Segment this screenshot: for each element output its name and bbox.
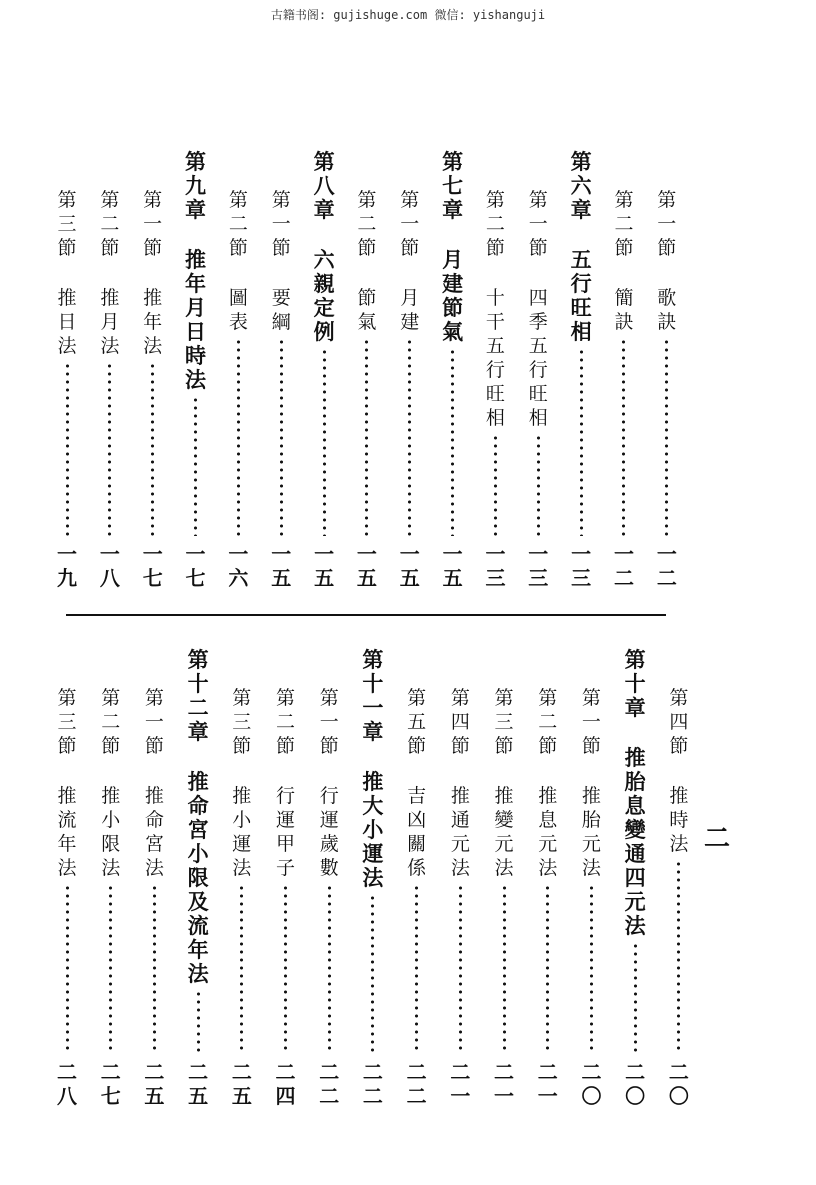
dot-leader	[284, 884, 287, 1054]
entry-heading: 第 一 節	[581, 687, 601, 757]
toc-section-entry[interactable]	[314, 648, 344, 1108]
dot-leader	[194, 396, 197, 536]
toc-section-entry[interactable]	[52, 648, 82, 1108]
page-number: 一 三	[571, 542, 592, 590]
toc-upper-half	[52, 150, 682, 590]
dot-leader	[371, 894, 374, 1054]
entry-heading: 第 一 節	[657, 189, 677, 259]
dot-leader	[451, 348, 454, 536]
toc-section-entry[interactable]	[96, 648, 126, 1108]
page-number: 二 二	[362, 1060, 383, 1108]
dot-leader	[590, 884, 593, 1054]
page-number: 二 一	[537, 1060, 558, 1108]
toc-section-entry[interactable]	[266, 150, 296, 590]
toc-chapter-entry[interactable]	[566, 150, 596, 590]
entry-heading: 第 二 節	[228, 189, 248, 259]
entry-heading: 第 一 節	[271, 189, 291, 259]
page-number: 一 七	[142, 542, 163, 590]
dot-leader	[665, 338, 668, 536]
dot-leader	[328, 884, 331, 1054]
entry-title: 推 通 元 法	[450, 785, 470, 879]
dot-leader	[151, 362, 154, 536]
entry-heading: 第 二 節	[100, 189, 120, 259]
entry-title: 月 建 節 氣	[442, 247, 464, 344]
page-number: 一 三	[528, 542, 549, 590]
entry-title: 推 時 法	[669, 785, 689, 855]
page-number: 二 〇	[581, 1060, 602, 1108]
dot-leader	[546, 884, 549, 1054]
page-number: 一 七	[185, 542, 206, 590]
entry-title: 節 氣	[357, 287, 377, 333]
page-number: 二 五	[144, 1060, 165, 1108]
dot-leader	[622, 338, 625, 536]
entry-title: 推 月 法	[100, 287, 120, 357]
entry-heading: 第 二 節	[614, 189, 634, 259]
entry-heading: 第 四 節	[450, 687, 470, 757]
page-number: 二 〇	[625, 1060, 646, 1108]
page-number: 一 五	[271, 542, 292, 590]
entry-title: 推 胎 息 變 通 四 元 法	[624, 745, 646, 938]
page-number: 一 六	[228, 542, 249, 590]
page-number: 二 二	[406, 1060, 427, 1108]
page-number: 二 八	[57, 1060, 77, 1108]
page-number: 一 九	[57, 542, 77, 590]
entry-title: 月 建	[400, 287, 420, 333]
toc-section-entry[interactable]	[480, 150, 510, 590]
page-number: 一 二	[613, 542, 634, 590]
page-number: 一 二	[656, 542, 677, 590]
entry-heading: 第 十 章	[624, 647, 646, 720]
dot-leader	[537, 434, 540, 536]
entry-title: 推 日 法	[57, 287, 77, 357]
entry-heading: 第 五 節	[407, 687, 427, 757]
entry-heading: 第 二 節	[538, 687, 558, 757]
dot-leader	[408, 338, 411, 536]
toc-section-entry[interactable]	[395, 150, 425, 590]
divider-line	[66, 614, 666, 616]
entry-heading: 第 三 節	[232, 687, 252, 757]
entry-heading: 第 十 一 章	[362, 647, 384, 744]
entry-title: 推 小 運 法	[232, 785, 252, 879]
page-number: 一 五	[314, 542, 335, 590]
entry-heading: 第 六 章	[570, 149, 592, 222]
page-number: 二 四	[275, 1060, 296, 1108]
toc-section-entry[interactable]	[533, 648, 563, 1108]
toc-section-entry[interactable]	[227, 648, 257, 1108]
entry-title: 四 季 五 行 旺 相	[528, 287, 548, 429]
toc-chapter-entry[interactable]	[438, 150, 468, 590]
page-folio: 二	[703, 824, 730, 854]
entry-heading: 第 四 節	[669, 687, 689, 757]
entry-title: 行 運 甲 子	[276, 785, 296, 879]
entry-heading: 第 二 節	[101, 687, 121, 757]
page-number: 二 一	[450, 1060, 471, 1108]
toc-section-entry[interactable]	[223, 150, 253, 590]
toc-chapter-entry[interactable]	[183, 648, 213, 1108]
entry-heading: 第 二 節	[276, 687, 296, 757]
toc-chapter-entry[interactable]	[620, 648, 650, 1108]
toc-section-entry[interactable]	[576, 648, 606, 1108]
entry-title: 推 年 法	[143, 287, 163, 357]
toc-chapter-entry[interactable]	[358, 648, 388, 1108]
dot-leader	[66, 884, 69, 1054]
page-number: 一 五	[399, 542, 420, 590]
dot-leader	[494, 434, 497, 536]
toc-section-entry[interactable]	[352, 150, 382, 590]
entry-heading: 第 九 章	[185, 149, 207, 222]
dot-leader	[580, 348, 583, 536]
entry-heading: 第 一 節	[528, 189, 548, 259]
toc-section-entry[interactable]	[271, 648, 301, 1108]
toc-section-entry[interactable]	[52, 150, 82, 590]
toc-chapter-entry[interactable]	[309, 150, 339, 590]
entry-title: 要 綱	[271, 287, 291, 333]
toc-section-entry[interactable]	[138, 150, 168, 590]
entry-title: 推 大 小 運 法	[362, 769, 384, 890]
dot-leader	[109, 884, 112, 1054]
toc-section-entry[interactable]	[445, 648, 475, 1108]
dot-leader	[280, 338, 283, 536]
entry-title: 推 胎 元 法	[581, 785, 601, 879]
entry-heading: 第 三 節	[494, 687, 514, 757]
entry-heading: 第 一 節	[144, 687, 164, 757]
entry-heading: 第 一 節	[319, 687, 339, 757]
page-number: 二 五	[231, 1060, 252, 1108]
dot-leader	[503, 884, 506, 1054]
dot-leader	[323, 348, 326, 536]
entry-title: 行 運 歲 數	[319, 785, 339, 879]
dot-leader	[153, 884, 156, 1054]
page-number: 二 一	[494, 1060, 515, 1108]
dot-leader	[677, 860, 680, 1054]
dot-leader	[197, 990, 200, 1054]
entry-title: 推 命 宮 小 限 及 流 年 法	[187, 769, 209, 986]
entry-title: 推 流 年 法	[57, 785, 77, 879]
dot-leader	[66, 362, 69, 536]
toc-section-entry[interactable]	[402, 648, 432, 1108]
toc-section-entry[interactable]	[139, 648, 169, 1108]
entry-heading: 第 三 節	[57, 189, 77, 259]
entry-title: 推 小 限 法	[101, 785, 121, 879]
toc-section-entry[interactable]	[652, 150, 682, 590]
toc-lower-half	[52, 648, 694, 1108]
toc-section-entry[interactable]	[95, 150, 125, 590]
entry-title: 五 行 旺 相	[570, 247, 592, 344]
page-number: 二 二	[319, 1060, 340, 1108]
entry-heading: 第 二 節	[357, 189, 377, 259]
dot-leader	[415, 884, 418, 1054]
dot-leader	[240, 884, 243, 1054]
dot-leader	[365, 338, 368, 536]
toc-chapter-entry[interactable]	[181, 150, 211, 590]
entry-title: 圖 表	[228, 287, 248, 333]
toc-section-entry[interactable]	[523, 150, 553, 590]
page-number: 二 七	[100, 1060, 121, 1108]
entry-heading: 第 七 章	[442, 149, 464, 222]
entry-title: 推 變 元 法	[494, 785, 514, 879]
page-number: 一 五	[356, 542, 377, 590]
page-number: 二 五	[188, 1060, 209, 1108]
dot-leader	[108, 362, 111, 536]
entry-heading: 第 二 節	[485, 189, 505, 259]
toc-section-entry[interactable]	[489, 648, 519, 1108]
watermark: 古籍书阁: gujishuge.com 微信: yishanguji	[270, 8, 546, 22]
entry-heading: 第 十 二 章	[187, 647, 209, 744]
dot-leader	[634, 942, 637, 1054]
entry-title: 吉 凶 關 係	[407, 785, 427, 879]
entry-title: 推 息 元 法	[538, 785, 558, 879]
entry-title: 推 命 宮 法	[144, 785, 164, 879]
entry-title: 推 年 月 日 時 法	[185, 247, 207, 392]
entry-heading: 第 三 節	[57, 687, 77, 757]
page-number: 一 三	[485, 542, 506, 590]
dot-leader	[459, 884, 462, 1054]
entry-title: 歌 訣	[657, 287, 677, 333]
entry-title: 六 親 定 例	[313, 247, 335, 344]
entry-heading: 第 八 章	[313, 149, 335, 222]
toc-section-entry[interactable]	[609, 150, 639, 590]
page-number: 一 八	[99, 542, 120, 590]
entry-heading: 第 一 節	[400, 189, 420, 259]
entry-title: 簡 訣	[614, 287, 634, 333]
entry-title: 十 干 五 行 旺 相	[485, 287, 505, 429]
dot-leader	[237, 338, 240, 536]
page-number: 一 五	[442, 542, 463, 590]
entry-heading: 第 一 節	[143, 189, 163, 259]
page-number: 二 〇	[668, 1060, 689, 1108]
toc-section-entry[interactable]	[664, 648, 694, 1108]
